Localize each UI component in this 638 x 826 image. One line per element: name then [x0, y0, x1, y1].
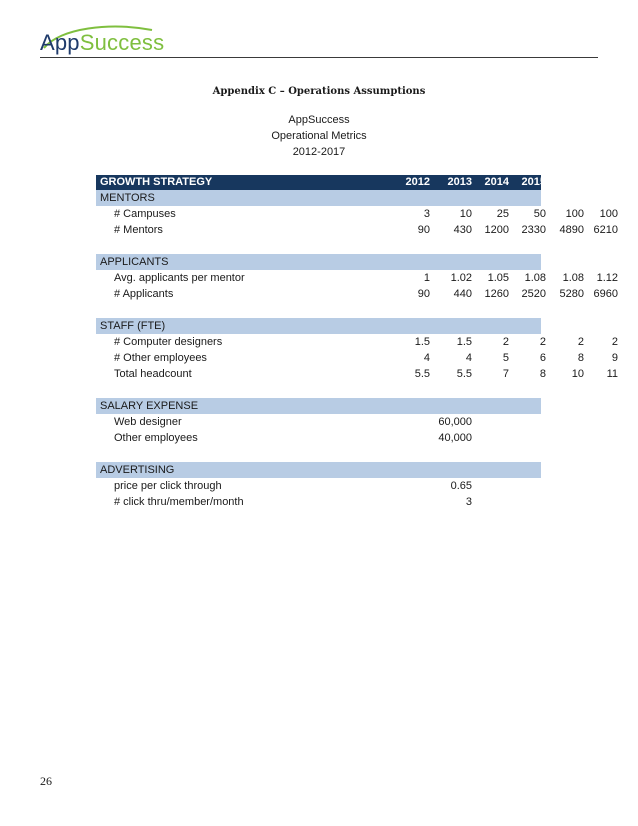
section-salary	[96, 398, 541, 414]
cell: 1.05	[487, 272, 509, 284]
header-label: GROWTH STRATEGY	[100, 176, 213, 188]
year-header: 2014	[484, 176, 509, 188]
section-title: SALARY EXPENSE	[100, 400, 199, 412]
table-row	[96, 270, 618, 286]
cell: 8	[577, 352, 584, 364]
table-row	[96, 350, 618, 366]
table-header-row	[96, 175, 618, 190]
cell: 6960	[593, 288, 618, 300]
cell: 5.5	[456, 368, 472, 380]
table-row	[96, 430, 541, 446]
section-title: ADVERTISING	[100, 464, 175, 476]
cell: 0.65	[450, 480, 472, 492]
cell: 8	[539, 368, 546, 380]
table-row	[96, 414, 541, 430]
row-label: Other employees	[114, 432, 198, 444]
logo-wordmark	[40, 30, 164, 56]
logo-app-text: App	[40, 30, 80, 55]
cell: 3	[423, 208, 430, 220]
cell: 10	[459, 208, 472, 220]
cell: 100	[565, 208, 584, 220]
cell: 6210	[593, 224, 618, 236]
row-label: # Other employees	[114, 352, 207, 364]
section-title: STAFF (FTE)	[100, 320, 166, 332]
table-row	[96, 222, 618, 238]
cell: 4	[465, 352, 472, 364]
cell: 2	[502, 336, 509, 348]
logo-success-text: Success	[79, 30, 165, 55]
cell: 440	[453, 288, 472, 300]
section-title: APPLICANTS	[100, 256, 169, 268]
appendix-title: Appendix C – Operations Assumptions	[212, 86, 426, 97]
cell: 3	[465, 496, 472, 508]
section-staff	[96, 318, 541, 334]
cell: 90	[417, 288, 430, 300]
section-mentors	[96, 190, 541, 206]
company-name: AppSuccess	[288, 114, 350, 126]
row-label: # click thru/member/month	[114, 496, 244, 508]
row-label: # Campuses	[114, 208, 176, 220]
cell: 1200	[484, 224, 509, 236]
cell: 4	[423, 352, 430, 364]
cell: 4890	[559, 224, 584, 236]
app-success-logo	[40, 22, 165, 56]
cell: 1.5	[414, 336, 430, 348]
cell: 40,000	[438, 432, 472, 444]
cell: 7	[502, 368, 509, 380]
cell: 1.5	[456, 336, 472, 348]
cell: 50	[533, 208, 546, 220]
cell: 1.08	[562, 272, 584, 284]
row-label: # Mentors	[114, 224, 163, 236]
cell: 5	[502, 352, 509, 364]
cell: 2520	[521, 288, 546, 300]
table-row	[96, 334, 618, 350]
row-label: Total headcount	[114, 368, 192, 380]
cell: 2330	[521, 224, 546, 236]
cell: 1	[423, 272, 430, 284]
cell: 60,000	[438, 416, 472, 428]
cell: 5280	[559, 288, 584, 300]
cell: 100	[599, 208, 618, 220]
table-row	[96, 478, 541, 494]
spacer-row	[96, 238, 541, 254]
cell: 6	[539, 352, 546, 364]
cell: 2	[539, 336, 546, 348]
cell: 90	[417, 224, 430, 236]
table-row	[96, 494, 541, 510]
section-title: MENTORS	[100, 192, 155, 204]
cell: 5.5	[414, 368, 430, 380]
cell: 1.12	[596, 272, 618, 284]
table-row	[96, 286, 618, 302]
section-applicants	[96, 254, 541, 270]
spacer-row	[96, 302, 541, 318]
header-rule	[40, 57, 598, 58]
operations-table	[96, 175, 618, 510]
cell: 9	[611, 352, 618, 364]
cell: 1.02	[450, 272, 472, 284]
cell: 430	[453, 224, 472, 236]
cell: 2	[577, 336, 584, 348]
cell: 11	[606, 368, 618, 380]
section-advertising	[96, 462, 541, 478]
cell: 2	[611, 336, 618, 348]
row-label: Web designer	[114, 416, 182, 428]
cell: 10	[571, 368, 584, 380]
row-label: price per click through	[114, 480, 222, 492]
row-label: Avg. applicants per mentor	[114, 272, 245, 284]
page-number: 26	[40, 774, 52, 788]
cell: 1.08	[524, 272, 546, 284]
year-header: 2015	[521, 176, 546, 188]
table-row	[96, 206, 618, 222]
spacer-row	[96, 446, 541, 462]
spacer-row	[96, 382, 541, 398]
year-header: 2013	[447, 176, 472, 188]
cell: 25	[496, 208, 509, 220]
year-header: 2016	[559, 176, 584, 188]
table-row	[96, 366, 618, 382]
row-label: # Applicants	[114, 288, 174, 300]
report-period: 2012-2017	[292, 146, 346, 158]
row-label: # Computer designers	[114, 336, 223, 348]
cell: 1260	[484, 288, 509, 300]
report-subtitle: Operational Metrics	[271, 130, 367, 142]
year-header: 2012	[405, 176, 430, 188]
year-header: 2017	[593, 176, 618, 188]
